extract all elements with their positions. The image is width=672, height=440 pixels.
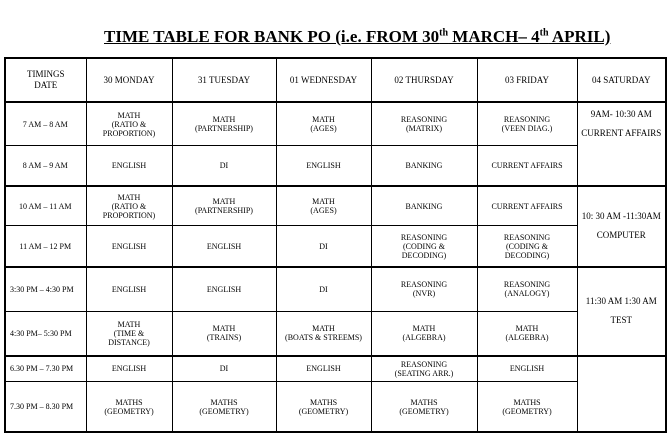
saturday-subject: CURRENT AFFAIRS	[581, 128, 662, 139]
subject-cell: MATH (PARTNERSHIP)	[172, 186, 276, 226]
time-cell: 8 AM – 9 AM	[5, 145, 86, 185]
saturday-time: 11:30 AM 1:30 AM	[585, 296, 657, 307]
subject-cell: MATH (ALGEBRA)	[371, 311, 477, 355]
subject-cell: MATH (AGES)	[276, 186, 371, 226]
subject-cell: CURRENT AFFAIRS	[477, 186, 577, 226]
subject-cell: BANKING	[371, 145, 477, 185]
subject-cell: ENGLISH	[86, 267, 172, 311]
table-row	[5, 226, 666, 267]
table-row	[5, 356, 666, 382]
subject-cell: BANKING	[371, 186, 477, 226]
subject-cell: MATHS (GEOMETRY)	[276, 382, 371, 432]
subject-cell: MATHS (GEOMETRY)	[172, 382, 276, 432]
header-day: 01 WEDNESDAY	[276, 58, 371, 102]
subject-cell: MATH (PARTNERSHIP)	[172, 102, 276, 145]
subject-cell: ENGLISH	[86, 145, 172, 185]
subject-cell: DI	[172, 145, 276, 185]
subject-cell: DI	[172, 356, 276, 382]
subject-cell: MATH (AGES)	[276, 102, 371, 145]
time-cell: 7.30 PM – 8.30 PM	[5, 382, 86, 432]
subject-cell: CURRENT AFFAIRS	[477, 145, 577, 185]
subject-cell: MATH (ALGEBRA)	[477, 311, 577, 355]
saturday-subject: TEST	[610, 315, 632, 326]
time-cell: 4:30 PM– 5:30 PM	[5, 311, 86, 355]
table-row	[5, 145, 666, 185]
subject-cell: REASONING (VEEN DIAG.)	[477, 102, 577, 145]
header-day: 04 SATURDAY	[577, 58, 666, 102]
subject-cell: MATHS (GEOMETRY)	[86, 382, 172, 432]
saturday-subject: COMPUTER	[596, 230, 646, 241]
saturday-block	[577, 356, 666, 432]
saturday-time: 10: 30 AM -11:30AM	[581, 211, 661, 222]
time-cell: 10 AM – 11 AM	[5, 186, 86, 226]
page-title: TIME TABLE FOR BANK PO (i.e. FROM 30th MARCH– 4th APRIL)	[104, 27, 611, 46]
subject-cell: REASONING (SEATING ARR.)	[371, 356, 477, 382]
header-day: 30 MONDAY	[86, 58, 172, 102]
time-cell: 11 AM – 12 PM	[5, 226, 86, 267]
time-cell: 3:30 PM – 4:30 PM	[5, 267, 86, 311]
table-row	[5, 382, 666, 432]
subject-cell: MATH (BOATS & STREEMS)	[276, 311, 371, 355]
subject-cell: MATHS (GEOMETRY)	[477, 382, 577, 432]
subject-cell: ENGLISH	[276, 356, 371, 382]
time-cell: 7 AM – 8 AM	[5, 102, 86, 145]
subject-cell: REASONING (CODING & DECODING)	[371, 226, 477, 267]
table-row	[5, 267, 666, 311]
table-row	[5, 102, 666, 145]
subject-cell: ENGLISH	[86, 356, 172, 382]
subject-cell: REASONING (CODING & DECODING)	[477, 226, 577, 267]
header-timings: TIMINGS DATE	[5, 58, 86, 102]
header-row	[5, 58, 666, 102]
subject-cell: ENGLISH	[276, 145, 371, 185]
saturday-block	[577, 186, 666, 267]
subject-cell: REASONING (NVR)	[371, 267, 477, 311]
saturday-time: 9AM- 10:30 AM	[590, 109, 652, 120]
subject-cell: ENGLISH	[172, 267, 276, 311]
subject-cell: MATHS (GEOMETRY)	[371, 382, 477, 432]
subject-cell: MATH (TIME & DISTANCE)	[86, 311, 172, 355]
subject-cell: MATH (TRAINS)	[172, 311, 276, 355]
saturday-block	[577, 267, 666, 355]
subject-cell: DI	[276, 226, 371, 267]
subject-cell: DI	[276, 267, 371, 311]
subject-cell: MATH (RATIO & PROPORTION)	[86, 186, 172, 226]
subject-cell: ENGLISH	[477, 356, 577, 382]
timetable	[4, 57, 667, 433]
table-row	[5, 186, 666, 226]
saturday-block	[577, 102, 666, 185]
subject-cell: ENGLISH	[172, 226, 276, 267]
subject-cell: MATH (RATIO & PROPORTION)	[86, 102, 172, 145]
subject-cell: REASONING (ANALOGY)	[477, 267, 577, 311]
header-day: 02 THURSDAY	[371, 58, 477, 102]
subject-cell: ENGLISH	[86, 226, 172, 267]
header-day: 03 FRIDAY	[477, 58, 577, 102]
subject-cell: REASONING (MATRIX)	[371, 102, 477, 145]
time-cell: 6.30 PM – 7.30 PM	[5, 356, 86, 382]
header-day: 31 TUESDAY	[172, 58, 276, 102]
table-row	[5, 311, 666, 355]
